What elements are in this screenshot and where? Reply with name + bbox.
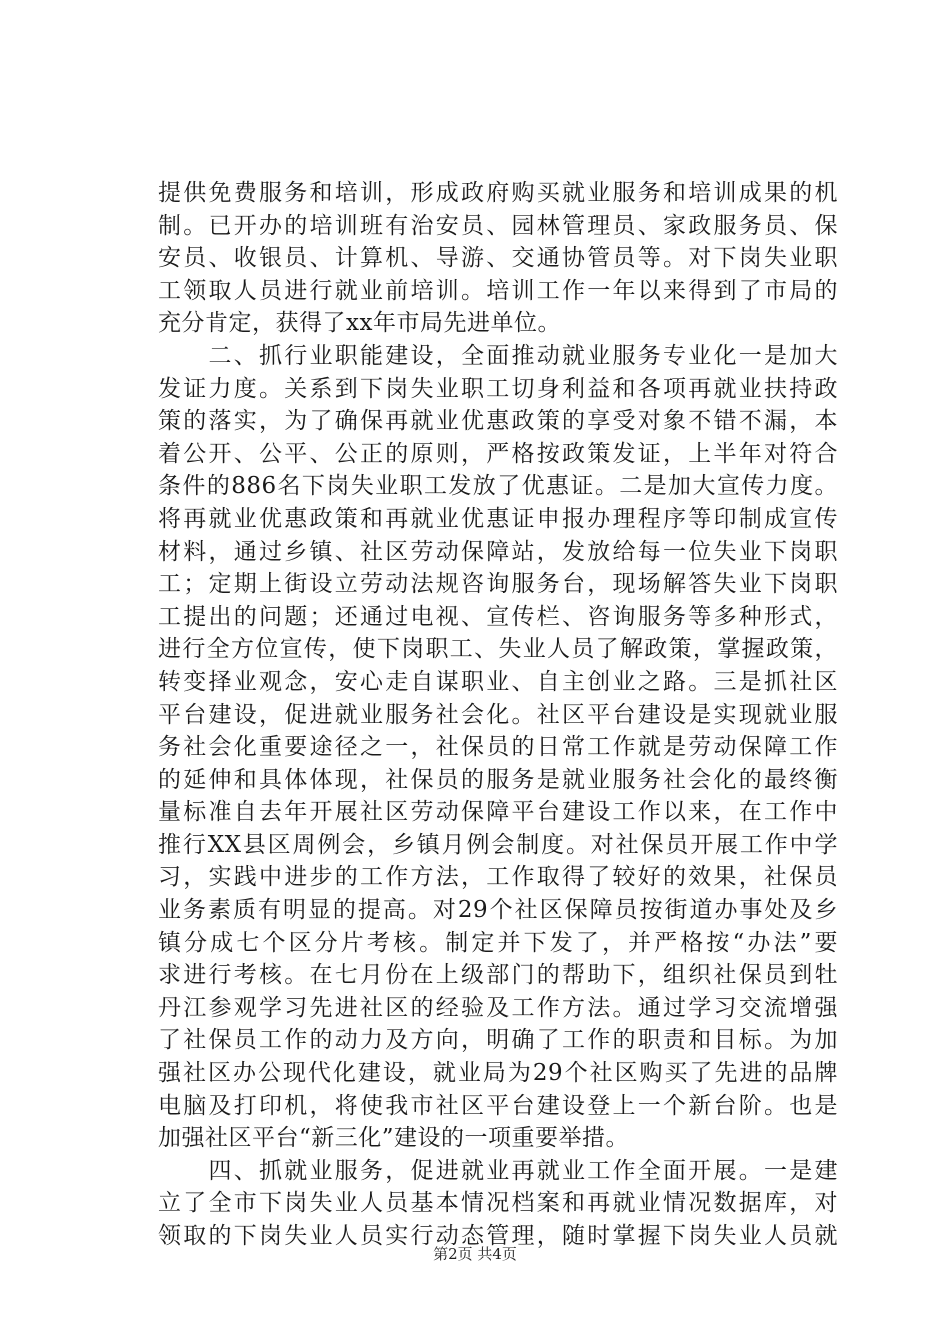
text-line: 丹江参观学习先进社区的经验及工作方法。通过学习交流增强 (158, 994, 838, 1021)
text-line: 二、抓行业职能建设，全面推动就业服务专业化一是加大 (158, 342, 838, 369)
text-line: 工；定期上街设立劳动法规咨询服务台，现场解答失业下岗职 (158, 571, 838, 598)
text-line: 强社区办公现代化建设，就业局为29个社区购买了先进的品牌 (158, 1060, 838, 1087)
text-line: 领取的下岗失业人员实行动态管理，随时掌握下岗失业人员就 (158, 1223, 838, 1249)
text-line: 将再就业优惠政策和再就业优惠证申报办理程序等印制成宣传 (158, 505, 838, 532)
text-line: 发证力度。关系到下岗失业职工切身利益和各项再就业扶持政 (158, 375, 838, 402)
text-line: 条件的886名下岗失业职工发放了优惠证。二是加大宣传力度。 (158, 473, 838, 500)
text-line: 安员、收银员、计算机、导游、交通协管员等。对下岗失业职 (158, 245, 838, 272)
text-line: 的延伸和具体体现，社保员的服务是就业服务社会化的最终衡 (158, 766, 838, 793)
text-line: 四、抓就业服务，促进就业再就业工作全面开展。一是建 (158, 1157, 838, 1184)
text-line: 工领取人员进行就业前培训。培训工作一年以来得到了市局的 (158, 277, 838, 304)
text-line: 材料，通过乡镇、社区劳动保障站，发放给每一位失业下岗职 (158, 538, 838, 565)
text-line: 策的落实，为了确保再就业优惠政策的享受对象不错不漏，本 (158, 408, 838, 435)
text-line: 加强社区平台“新三化”建设的一项重要举措。 (158, 1125, 630, 1152)
text-line: 镇分成七个区分片考核。制定并下发了，并严格按“办法”要 (158, 929, 838, 956)
text-line: 工提出的问题；还通过电视、宣传栏、咨询服务等多种形式， (158, 603, 838, 630)
text-line: 制。已开办的培训班有治安员、园林管理员、家政服务员、保 (158, 212, 838, 239)
text-line: 务社会化重要途径之一，社保员的日常工作就是劳动保障工作 (158, 734, 838, 761)
text-line: 业务素质有明显的提高。对29个社区保障员按街道办事处及乡 (158, 897, 838, 924)
text-line: 习，实践中进步的工作方法，工作取得了较好的效果，社保员 (158, 864, 838, 891)
text-line: 电脑及打印机，将使我市社区平台建设登上一个新台阶。也是 (158, 1092, 838, 1119)
body-text (158, 177, 838, 1253)
text-line: 进行全方位宣传，使下岗职工、失业人员了解政策，掌握政策， (158, 636, 838, 663)
text-line: 了社保员工作的动力及方向，明确了工作的职责和目标。为加 (158, 1027, 838, 1054)
text-line: 量标准自去年开展社区劳动保障平台建设工作以来，在工作中 (158, 799, 838, 826)
page-footer: 第2页 共4页 (433, 1245, 517, 1263)
text-line: 提供免费服务和培训，形成政府购买就业服务和培训成果的机 (158, 180, 838, 206)
text-line: 立了全市下岗失业人员基本情况档案和再就业情况数据库，对 (158, 1190, 838, 1217)
text-line: 着公开、公平、公正的原则，严格按政策发证，上半年对符合 (158, 440, 838, 467)
text-line: 推行XX县区周例会，乡镇月例会制度。对社保员开展工作中学 (158, 831, 838, 858)
text-line: 转变择业观念，安心走自谋职业、自主创业之路。三是抓社区 (158, 668, 838, 695)
text-line: 求进行考核。在七月份在上级部门的帮助下，组织社保员到牡 (158, 962, 838, 989)
text-line: 充分肯定，获得了xx年市局先进单位。 (158, 310, 561, 337)
text-line: 平台建设，促进就业服务社会化。社区平台建设是实现就业服 (158, 701, 838, 728)
